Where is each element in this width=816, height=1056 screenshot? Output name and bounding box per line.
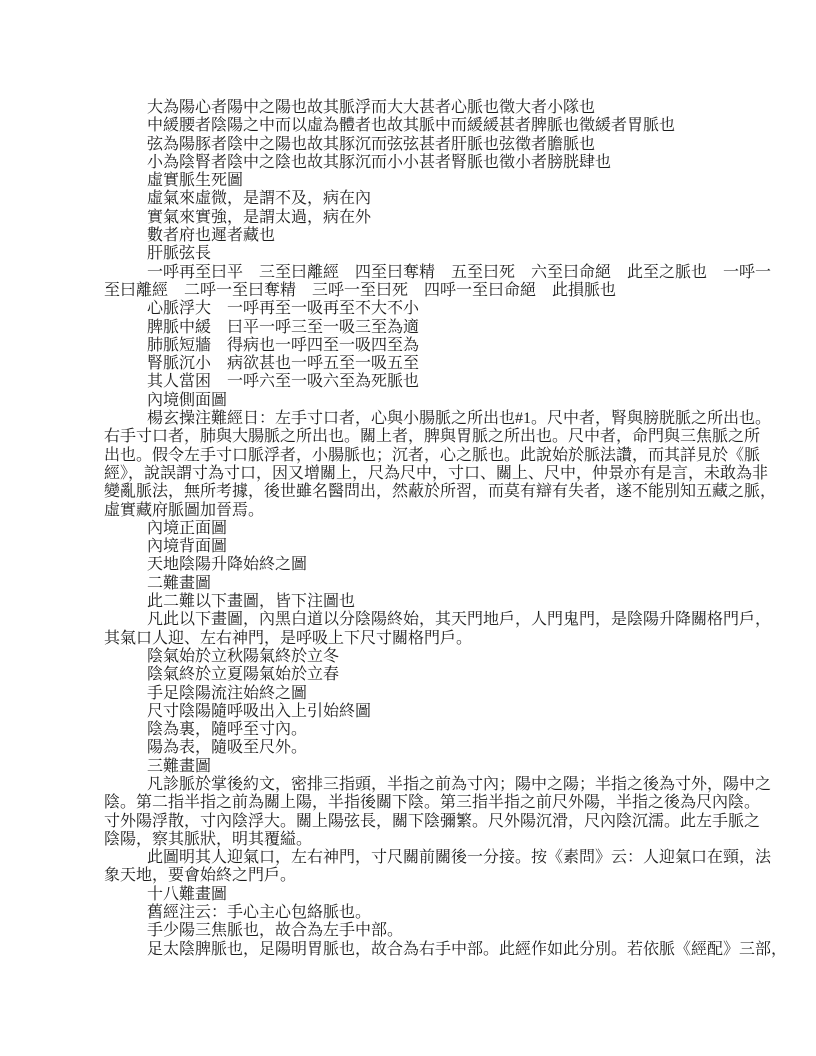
text-line: 內境正面圖	[147, 519, 228, 537]
text-line: 內境背面圖	[147, 538, 228, 556]
text-line: 二難畫圖	[147, 574, 212, 592]
text-line: 脾脈中緩 曰平一呼三至一吸三至為適	[147, 318, 420, 336]
text-line: 其人當困 一呼六至一吸六至為死脈也	[147, 373, 420, 391]
text-line: 肝脈弦長	[147, 245, 212, 263]
text-line: 經》，說誤謂寸為寸口，因又增關上，尺為尺中，寸口、關上、尺中，仲景亦有是言，未敢為非	[104, 464, 769, 482]
text-line: 大為陽心者陽中之陽也故其脈浮而大大甚者心脈也徵大者小隊也	[147, 99, 596, 116]
text-line: 肺脈短牆 得病也一呼四至一吸四至為	[147, 336, 420, 354]
text-line: 其氣口人迎、左右神門，是呼吸上下尺寸關格門戶。	[104, 629, 473, 647]
text-line: 凡此以下畫圖，內黑白道以分陰陽終始，其天門地戶，人門鬼門，是陰陽升降關格門戶，	[147, 611, 772, 629]
text-line: 手少陽三焦脈也，故合為左手中部。	[147, 922, 404, 940]
text-line: 出也。假令左手寸口脈浮者，小腸脈也；沉者，心之脈也。此說始於脈法讚，而其詳見於《脈	[104, 446, 761, 464]
text-line: 變亂脈法，無所考據，後世雖名醫問出，然蔽於所習，而莫有辯有失者，遂不能別知五藏之脈，	[104, 483, 777, 501]
text-line: 小為陰腎者陰中之陰也故其豚沉而小小甚者腎脈也徵小者膀胱肆也	[147, 153, 612, 171]
text-line: 十八難畫圖	[147, 885, 228, 903]
text-line: 陰為裏，隨呼至寸內。	[147, 721, 308, 739]
text-line: 天地陰陽升降始終之圖	[147, 556, 308, 574]
text-line: 象天地，要會始終之門戶。	[104, 867, 297, 885]
document-body	[104, 99, 788, 959]
text-line: 心脈浮大 一呼再至一吸再至不大不小	[147, 300, 420, 318]
text-line: 虛實藏府脈圖加晉焉。	[104, 501, 265, 519]
text-line: 數者府也遲者藏也	[147, 227, 276, 245]
text-line: 凡診脈於掌後約文，密排三指頭，半指之前為寸內；陽中之陽；半指之後為寸外，陽中之	[147, 775, 772, 793]
text-line: 腎脈沉小 病欲甚也一呼五至一吸五至	[147, 355, 420, 373]
text-line: 舊經注云：手心主心包絡脈也。	[147, 904, 372, 922]
text-line: 陰。第二指半指之前為關上陽，半指後關下陰。第三指半指之前尺外陽，半指之後為尺內陰。	[104, 794, 761, 812]
text-line: 手足陰陽流注始終之圖	[147, 684, 308, 702]
text-line: 足太陰脾脈也，足陽明胃脈也，故合為右手中部。此經作如此分別。若依脈《經配》三部，	[147, 940, 788, 958]
text-line: 此二難以下畫圖，皆下注圖也	[147, 593, 356, 611]
text-line: 此圖明其人迎氣口，左右神門，寸尺關前關後一分接。按《素問》云：人迎氣口在頸，法	[147, 849, 772, 867]
text-line: 一呼再至曰平 三至曰離經 四至曰奪精 五至曰死 六至曰命絕 此至之脈也 一呼一	[147, 263, 772, 281]
text-line: 虛實脈生死圖	[147, 172, 244, 190]
text-line: 陰氣始於立秋陽氣終於立冬	[147, 647, 340, 665]
text-line: 內境側面圖	[147, 391, 228, 409]
text-line: 至曰離經 二呼一至曰奪精 三呼一至曰死 四呼一至曰命絕 此損脈也	[104, 281, 617, 299]
text-line: 陰氣終於立夏陽氣始於立春	[147, 666, 340, 684]
text-line: 陰陽，察其脈狀，明其覆縊。	[104, 830, 313, 848]
text-line: 寸外陽浮散，寸內陰浮大。關上陽弦長，關下陰彌繁。尺外陽沉滑，尺內陰沉濡。此左手脈之	[104, 812, 761, 830]
text-line: 虛氣來虛微，是謂不及，病在內	[147, 190, 372, 208]
text-line: 右手寸口者，肺與大腸脈之所出也。關上者，脾與胃脈之所出也。尺中者，命門與三焦脈之所	[104, 428, 761, 446]
text-line: 尺寸陰陽隨呼吸出入上引始終圖	[147, 702, 372, 720]
text-line: 中緩腰者陰陽之中而以虛為體者也故其脈中而緩緩甚者脾脈也徵緩者胃脈也	[147, 117, 676, 135]
text-line: 陽為表，隨吸至尺外。	[147, 739, 308, 757]
text-line: 弦為陽豚者陰中之陽也故其豚沉而弦弦甚者肝脈也弦徵者膽脈也	[147, 135, 596, 153]
text-line: 實氣來實強，是謂太過，病在外	[147, 208, 372, 226]
text-line: 三難畫圖	[147, 757, 212, 775]
text-line: 楊玄操注難經日：左手寸口者，心與小腸脈之所出也#1。尺中者，腎與膀胱脈之所出也。	[147, 410, 772, 428]
